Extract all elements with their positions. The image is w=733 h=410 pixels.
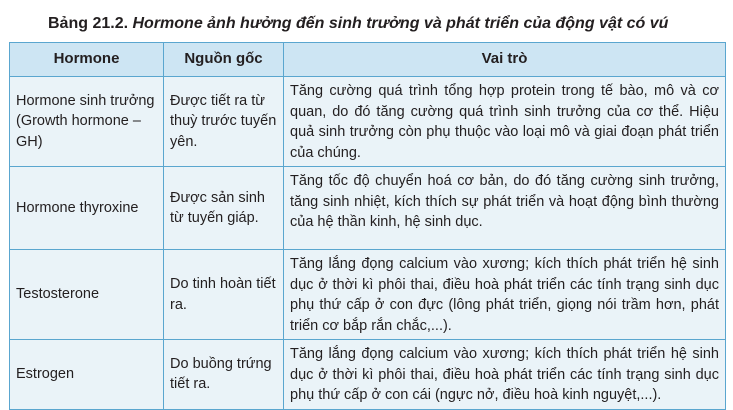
table-row	[10, 167, 726, 250]
header-origin: Nguồn gốc	[164, 43, 284, 77]
cell-origin: Do tinh hoàn tiết ra.	[164, 250, 284, 340]
cell-hormone: Hormone sinh trưởng (Growth hormone – GH)	[10, 77, 164, 167]
cell-origin: Được sản sinh từ tuyến giáp.	[164, 167, 284, 250]
cell-hormone: Estrogen	[10, 340, 164, 410]
header-hormone: Hormone	[10, 43, 164, 77]
cell-role: Tăng lắng đọng calcium vào xương; kích thích phát triển hệ sinh dục ở thời kì phôi thai, điều hoà phát triển các tính trạng sinh dục phụ thứ cấp ở con cái (ngực nở, điều hoà kinh nguyệt,...).	[284, 340, 726, 410]
table-row	[10, 340, 726, 410]
cell-origin: Do buồng trứng tiết ra.	[164, 340, 284, 410]
cell-role: Tăng cường quá trình tổng hợp protein trong tế bào, mô và cơ quan, do đó tăng cường quá trình sinh trưởng của cơ thể. Hiệu quả sinh trưởng còn phụ thuộc vào loại mô và giai đoạn phát triển của chúng.	[284, 77, 726, 167]
cell-role: Tăng tốc độ chuyển hoá cơ bản, do đó tăng cường sinh trưởng, tăng sinh nhiệt, kích thích sự phát triển và hoạt động bình thường của hệ thần kinh, hệ sinh dục.	[284, 167, 726, 250]
cell-role: Tăng lắng đọng calcium vào xương; kích thích phát triển hệ sinh dục ở thời kì phôi thai, điều hoà phát triển các tính trạng sinh dục phụ thứ cấp ở con đực (lông phát triển, giọng nói trầm hơn, phát triển cơ bắp rắn chắc,...).	[284, 250, 726, 340]
cell-origin: Được tiết ra từ thuỳ trước tuyến yên.	[164, 77, 284, 167]
caption-number: Bảng 21.2.	[48, 15, 129, 32]
table-row	[10, 77, 726, 167]
table-header-row	[10, 43, 726, 77]
header-role: Vai trò	[284, 43, 726, 77]
hormone-table	[9, 42, 726, 410]
table-row	[10, 250, 726, 340]
caption-title: Hormone ảnh hưởng đến sinh trưởng và phát triển của động vật có vú	[132, 15, 669, 32]
table-caption	[48, 14, 668, 34]
cell-hormone: Testosterone	[10, 250, 164, 340]
cell-hormone: Hormone thyroxine	[10, 167, 164, 250]
